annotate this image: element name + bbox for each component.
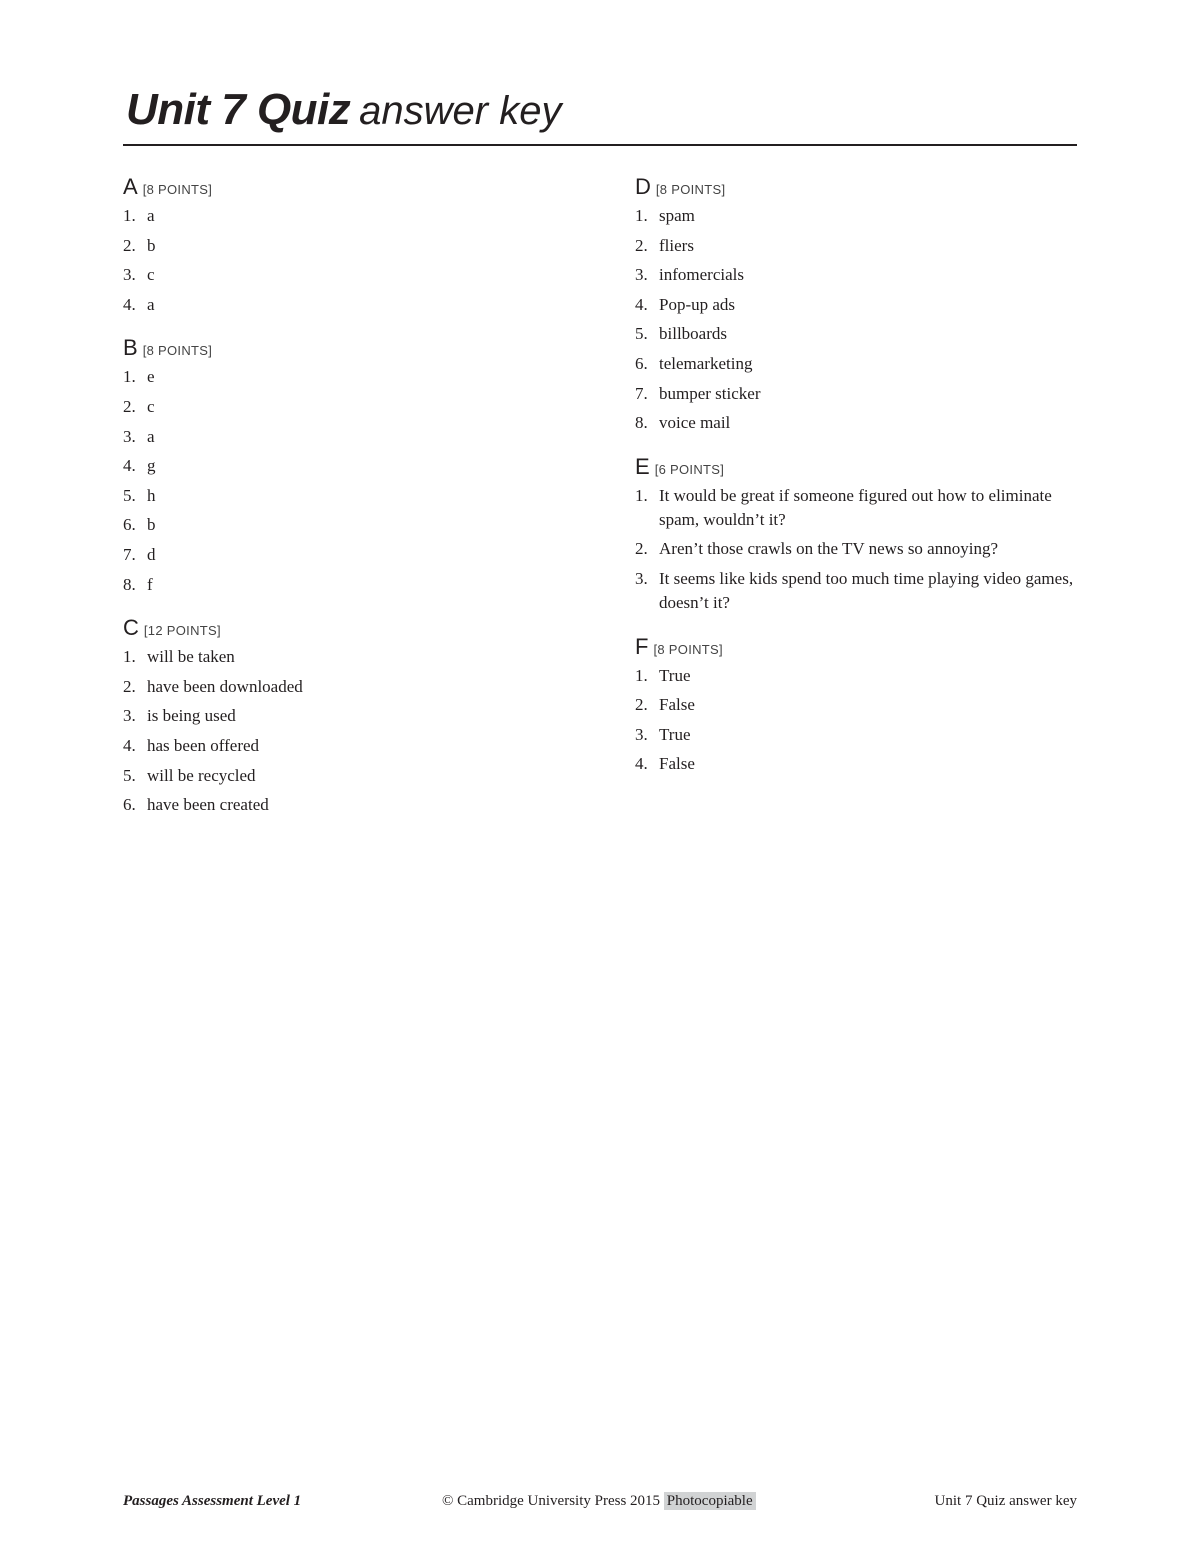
answer-text: has been offered	[147, 735, 260, 755]
answer-text: spam	[659, 206, 695, 225]
answer-number: 1.	[635, 206, 648, 225]
answer-text: infomercials	[659, 265, 744, 285]
answer-number: 4.	[635, 294, 648, 314]
section-points: [8 POINTS]	[142, 343, 213, 359]
answer-item	[635, 201, 1077, 231]
section-points: [6 POINTS]	[654, 461, 725, 477]
section-a	[123, 172, 593, 319]
section-header	[123, 613, 593, 642]
page-title	[126, 85, 562, 134]
answer-text: c	[147, 265, 155, 285]
page-footer	[123, 1490, 1077, 1512]
answer-item	[635, 290, 1077, 320]
answer-text: Aren’t those crawls on the TV news so annoying?	[659, 539, 998, 559]
answer-item	[635, 564, 1077, 618]
answer-item	[123, 481, 593, 511]
answer-text: have been created	[147, 795, 269, 815]
answer-number: 1.	[635, 485, 648, 505]
answer-number: 4.	[123, 735, 136, 755]
answer-item	[123, 231, 593, 261]
footer-copyright-group	[442, 1490, 756, 1512]
section-points: [8 POINTS]	[142, 182, 213, 197]
answer-item	[635, 661, 1077, 691]
answer-text: will be taken	[147, 647, 235, 667]
footer-unit-label: Unit 7 Quiz answer key	[934, 1493, 1077, 1509]
answer-item	[123, 672, 593, 702]
answer-number: 3.	[635, 568, 648, 588]
section-letter: C	[123, 615, 139, 641]
section-f	[635, 632, 1077, 779]
answer-number: 6.	[123, 795, 136, 815]
answer-number: 2.	[123, 396, 136, 416]
answer-text: It seems like kids spend too much time playing video games, doesn’t it?	[659, 568, 1074, 612]
answer-text: a	[147, 206, 155, 225]
answer-list	[123, 642, 593, 820]
answer-item	[635, 349, 1077, 379]
answer-item	[635, 690, 1077, 720]
answer-text: Pop-up ads	[659, 294, 736, 314]
answer-text: True	[659, 724, 691, 744]
answer-item	[123, 570, 593, 600]
answer-number: 5.	[123, 485, 136, 505]
section-points: [12 POINTS]	[143, 623, 221, 639]
right-column	[635, 172, 1077, 793]
answer-text: b	[147, 235, 156, 255]
answer-item	[123, 392, 593, 422]
section-points: [8 POINTS]	[655, 182, 726, 197]
answer-text: True	[659, 665, 691, 685]
answer-text: a	[147, 294, 155, 314]
answer-number: 2.	[635, 695, 648, 715]
section-header	[635, 452, 1077, 481]
section-e	[635, 452, 1077, 618]
answer-number: 4.	[123, 294, 136, 314]
answer-text: is being used	[147, 706, 236, 726]
answer-text: False	[659, 754, 695, 774]
answer-number: 3.	[123, 265, 136, 285]
answer-text: False	[659, 695, 695, 715]
answer-text: telemarketing	[659, 353, 753, 373]
answer-text: b	[147, 515, 156, 535]
section-points: [8 POINTS]	[653, 641, 723, 657]
answer-text: e	[147, 367, 155, 387]
answer-item	[635, 379, 1077, 409]
answer-list	[635, 481, 1077, 618]
answer-item	[123, 451, 593, 481]
answer-number: 3.	[123, 426, 136, 446]
answer-item	[123, 790, 593, 820]
answer-number: 6.	[635, 353, 648, 373]
answer-list	[635, 201, 1077, 438]
answer-number: 6.	[123, 515, 136, 535]
section-header	[635, 172, 1077, 201]
answer-text: c	[147, 396, 155, 416]
answer-number: 3.	[123, 706, 136, 726]
answer-text: It would be great if someone figured out how to eliminate spam, wouldn’t it?	[659, 485, 1052, 529]
answer-text: h	[147, 485, 156, 505]
section-letter: B	[123, 335, 138, 361]
answer-text: fliers	[659, 235, 694, 255]
answer-number: 2.	[123, 676, 136, 696]
section-letter: E	[635, 453, 650, 479]
answer-item	[123, 201, 593, 231]
answer-number: 8.	[123, 574, 136, 594]
section-header	[123, 172, 593, 201]
footer-copyright: © Cambridge University Press 2015	[442, 1493, 661, 1509]
answer-item	[635, 481, 1077, 535]
answer-number: 4.	[123, 456, 136, 476]
answer-item	[123, 422, 593, 452]
answer-number: 7.	[635, 383, 648, 403]
answer-number: 5.	[635, 324, 648, 344]
section-header	[123, 333, 593, 362]
section-d	[635, 172, 1077, 438]
answer-item	[123, 642, 593, 672]
footer-publication: Passages Assessment Level 1	[123, 1493, 302, 1509]
answer-text: have been downloaded	[147, 676, 303, 696]
answer-text: d	[147, 544, 156, 564]
section-header	[635, 632, 1077, 661]
photocopiable-badge: Photocopiable	[664, 1492, 756, 1510]
answer-number: 1.	[123, 367, 136, 387]
answer-text: voice mail	[659, 413, 731, 433]
answer-text: f	[147, 574, 153, 594]
answer-item	[123, 260, 593, 290]
answer-number: 8.	[635, 413, 648, 433]
left-column	[123, 172, 593, 834]
answer-list	[123, 201, 593, 319]
answer-item	[635, 534, 1077, 564]
page-title-main: Unit 7 Quiz	[126, 85, 351, 134]
answer-number: 2.	[123, 235, 136, 255]
answer-number: 2.	[635, 539, 648, 559]
answer-number: 7.	[123, 544, 136, 564]
answer-item	[123, 761, 593, 791]
section-b	[123, 333, 593, 599]
answer-number: 4.	[635, 754, 648, 774]
answer-number: 3.	[635, 265, 648, 285]
answer-item	[635, 749, 1077, 779]
title-divider	[123, 144, 1077, 146]
answer-item	[123, 510, 593, 540]
answer-item	[123, 731, 593, 761]
section-letter: A	[123, 174, 138, 199]
section-letter: F	[635, 633, 649, 659]
answer-text: bumper sticker	[659, 383, 761, 403]
answer-item	[635, 720, 1077, 750]
section-letter: D	[635, 174, 651, 199]
answer-item	[635, 231, 1077, 261]
answer-item	[123, 362, 593, 392]
page-title-sub: answer key	[359, 89, 562, 133]
answer-list	[635, 661, 1077, 779]
answer-item	[635, 260, 1077, 290]
answer-text: will be recycled	[147, 765, 256, 785]
answer-number: 5.	[123, 765, 136, 785]
answer-text: g	[147, 456, 156, 476]
answer-number: 1.	[635, 665, 648, 685]
answer-item	[635, 319, 1077, 349]
answer-number: 1.	[123, 647, 136, 667]
answer-number: 2.	[635, 235, 648, 255]
answer-number: 1.	[123, 206, 136, 225]
answer-text: a	[147, 426, 155, 446]
answer-item	[123, 701, 593, 731]
answer-item	[123, 540, 593, 570]
answer-list	[123, 362, 593, 599]
section-c	[123, 613, 593, 820]
answer-number: 3.	[635, 724, 648, 744]
answer-text: billboards	[659, 324, 727, 344]
answer-item	[635, 408, 1077, 438]
answer-item	[123, 290, 593, 320]
